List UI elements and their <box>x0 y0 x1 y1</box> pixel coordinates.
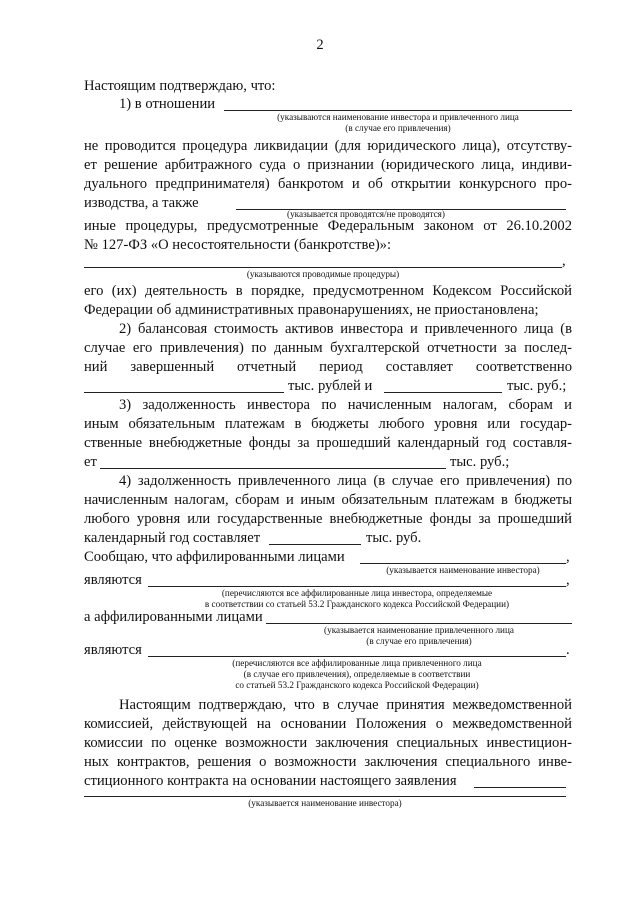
item-2-lead: 2) балансовая стоимость активов инвестора и привлеченного лица (в <box>119 321 572 337</box>
hint-text: со статьей 53.2 Гражданского кодекса Российской Федерации) <box>235 680 479 690</box>
fill-line <box>84 392 284 393</box>
fill-line <box>266 623 572 624</box>
text-line: являются <box>84 572 142 588</box>
text-line: тыс. руб.; <box>507 378 567 394</box>
fill-line <box>224 110 572 111</box>
hint-text: (указывается наименование привлеченного лица <box>324 625 514 635</box>
intro-line: Настоящим подтверждаю, что: <box>84 78 276 94</box>
hint-text: (в случае его привлечения) <box>366 636 472 646</box>
fill-line <box>384 392 502 393</box>
text-line: тыс. рублей и <box>288 378 373 394</box>
hint-text: (указывается наименование инвестора) <box>386 565 540 575</box>
text-line: комиссией, действующей на основании Положения о межведомственной <box>84 716 572 732</box>
hint-text: (в случае его привлечения) <box>345 123 451 133</box>
text-line: ных контрактов, решения о возможности заключения специального инве- <box>84 754 572 770</box>
text-line: его (их) деятельность в порядке, предусмотренном Кодексом Российской <box>84 283 572 299</box>
fill-line <box>148 656 566 657</box>
text-line: тыс. руб.; <box>450 454 510 470</box>
text-line: ет <box>84 454 97 470</box>
item-3-lead: 3) задолженность инвестора по начисленным налогам, сборам и <box>119 397 572 413</box>
page-number: 2 <box>316 37 324 53</box>
text-line: а аффилированными лицами <box>84 609 263 625</box>
fill-line <box>148 586 566 587</box>
hint-text: (указывается наименование инвестора) <box>248 798 402 808</box>
fill-line <box>84 267 562 268</box>
text-line: не проводится процедура ликвидации (для юридического лица), отсутству- <box>84 138 572 154</box>
item-4-lead: 4) задолженность привлеченного лица (в случае его привлечения) по <box>119 473 572 489</box>
line-end: , <box>562 253 566 269</box>
text-line: ственные внебюджетные фонды за прошедший календарный год составля- <box>84 435 572 451</box>
text-line: начисленным налогам, сборам и иным обязательным платежам в бюджеты <box>84 492 572 508</box>
fill-line <box>100 468 446 469</box>
text-line: изводства, а также <box>84 195 199 211</box>
hint-text: (указываются наименование инвестора и привлеченного лица <box>277 112 519 122</box>
text-line: ний завершенный отчетный период составляет соответственно <box>84 359 572 375</box>
text-line: Федерации об административных правонарушениях, не приостановлена; <box>84 302 539 318</box>
text-line: иным обязательным платежам в бюджеты любого уровня или государ- <box>84 416 572 432</box>
fill-line <box>360 563 566 564</box>
item-1-lead: 1) в отношении <box>119 96 216 112</box>
text-line: ет решение арбитражного суда о признании (юридического лица, индиви- <box>84 157 572 173</box>
fill-line <box>84 796 566 797</box>
text-line: случае его привлечения) по данным бухгалтерской отчетности за послед- <box>84 340 572 356</box>
text-line: Настоящим подтверждаю, что в случае принятия межведомственной <box>119 697 572 713</box>
hint-text: (перечисляются все аффилированные лица привлеченного лица <box>232 658 482 668</box>
hint-text: в соответствии со статьей 53.2 Гражданского кодекса Российской Федерации) <box>204 599 510 609</box>
hint-text: (перечисляются все аффилированные лица инвестора, определяемые <box>221 588 493 598</box>
hint-text: (указывается проводятся/не проводятся) <box>287 209 445 219</box>
text-line: являются <box>84 642 142 658</box>
text-line: календарный год составляет <box>84 530 261 546</box>
line-end: . <box>566 642 570 658</box>
text-line: тыс. руб. <box>366 530 422 546</box>
text-line: любого уровня или государственные внебюджетные фонды за прошедший <box>84 511 572 527</box>
text-line: № 127-ФЗ «О несостоятельности (банкротстве)»: <box>84 237 392 253</box>
hint-text: (указываются проводимые процедуры) <box>246 269 400 279</box>
text-line: комиссии по оценке возможности заключения специальных инвестицион- <box>84 735 572 751</box>
line-end: , <box>566 572 570 588</box>
text-line: дуального предпринимателя) банкротом и об открытии конкурсного про- <box>84 176 572 192</box>
fill-line <box>269 544 361 545</box>
hint-text: (в случае его привлечения), определяемые в соответствии <box>243 669 471 679</box>
fill-line <box>474 787 566 788</box>
text-line: иные процедуры, предусмотренные Федеральным законом от 26.10.2002 <box>84 218 572 234</box>
line-end: , <box>566 549 570 565</box>
text-line: Сообщаю, что аффилированными лицами <box>84 549 345 565</box>
text-line: стиционного контракта на основании настоящего заявления <box>84 773 457 789</box>
